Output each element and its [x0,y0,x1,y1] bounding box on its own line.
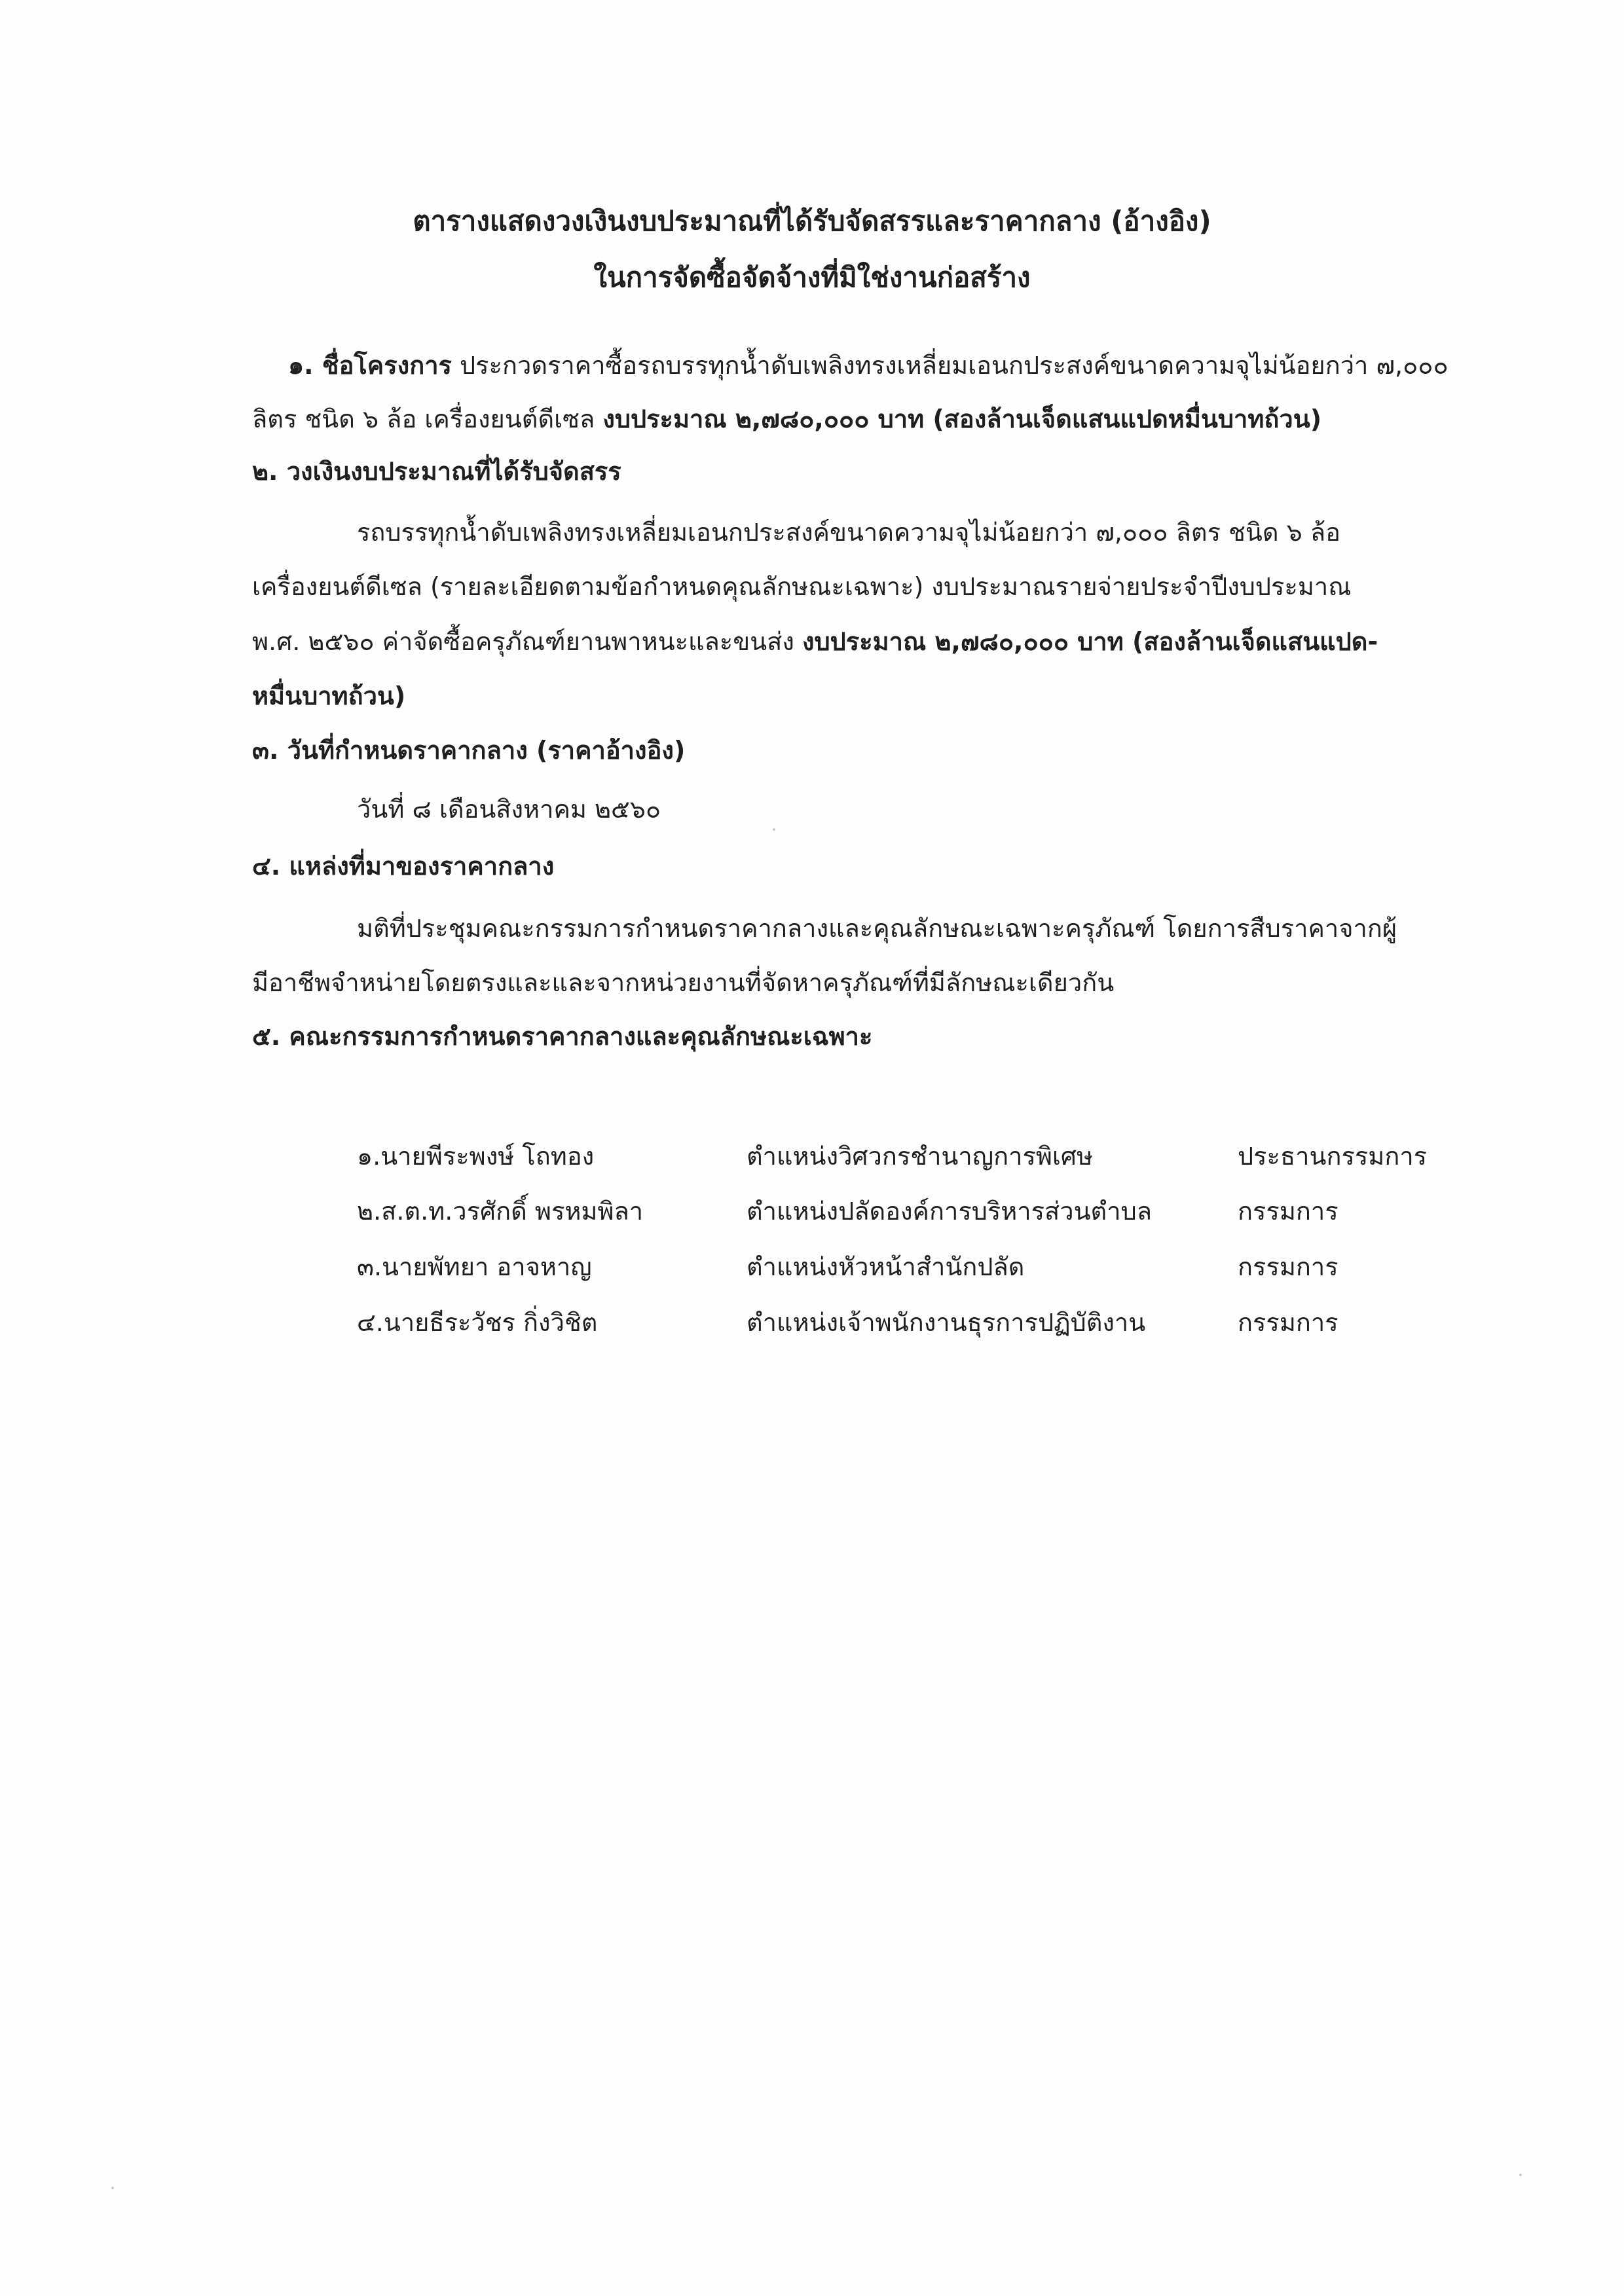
section4-line1: มติที่ประชุมคณะกรรมการกำหนดราคากลางและคุณลักษณะเฉพาะครุภัณฑ์ โดยการสืบราคาจากผู้ [357,914,1397,943]
member-role: กรรมการ [1238,1252,1338,1281]
document-title-line2: ในการจัดซื้อจัดจ้างที่มิใช่งานก่อสร้าง [593,261,1031,293]
section1-heading: ๑. ชื่อโครงการ [288,351,452,380]
member-name: ๓.นายพัทยา อาจหาญ [357,1252,592,1281]
section2-heading: ๒. วงเงินงบประมาณที่ได้รับจัดสรร [252,457,621,486]
section4-line2: มีอาชีพจำหน่ายโดยตรงและและจากหน่วยงานที่จัดหาครุภัณฑ์ที่มีลักษณะเดียวกัน [252,968,1115,997]
member-position: ตำแหน่งปลัดองค์การบริหารส่วนตำบล [747,1197,1152,1226]
section3-heading: ๓. วันที่กำหนดราคากลาง (ราคาอ้างอิง) [252,736,686,765]
section2-line1: รถบรรทุกน้ำดับเพลิงทรงเหลี่ยมเอนกประสงค์ขนาดความจุไม่น้อยกว่า ๗,๐๐๐ ลิตร ชนิด ๖ ล้อ [357,518,1340,547]
section1-line1 [288,347,1449,384]
member-role: กรรมการ [1238,1308,1338,1337]
committee-member [0,1138,1624,1177]
section2-line4: หมื่นบาทถ้วน) [252,682,406,710]
section1-line2 [252,401,1321,437]
member-name: ๒.ส.ต.ท.วรศักดิ์ พรหมพิลา [357,1197,644,1226]
member-name: ๔.นายธีระวัชร กิ่งวิชิต [357,1308,598,1337]
committee-member [0,1193,1624,1232]
member-position: ตำแหน่งเจ้าพนักงานธุรการปฏิบัติงาน [747,1308,1146,1337]
section2-budget-source: พ.ศ. ๒๕๖๐ ค่าจัดซื้อครุภัณฑ์ยานพาหนะและขนส่ง [252,627,794,656]
scan-speck [773,828,775,831]
member-role: กรรมการ [1238,1197,1338,1226]
scan-speck [1519,2174,1522,2176]
member-position: ตำแหน่งหัวหน้าสำนักปลัด [747,1252,1025,1281]
section5-heading: ๕. คณะกรรมการกำหนดราคากลางและคุณลักษณะเฉพาะ [252,1022,873,1051]
scan-speck [111,2187,114,2189]
section4-heading: ๔. แหล่งที่มาของราคากลาง [252,852,555,881]
member-role: ประธานกรรมการ [1238,1142,1428,1171]
section1-budget: งบประมาณ ๒,๗๘๐,๐๐๐ บาท (สองล้านเจ็ดแสนแปดหมื่นบาทถ้วน) [602,405,1322,433]
section2-line2: เครื่องยนต์ดีเซล (รายละเอียดตามข้อกำหนดคุณลักษณะเฉพาะ) งบประมาณรายจ่ายประจำปีงบประมาณ [252,572,1352,601]
section2-line3 [252,623,1378,660]
section2-budget: งบประมาณ ๒,๗๘๐,๐๐๐ บาท (สองล้านเจ็ดแสนแปด- [802,627,1378,656]
section1-project-name: ประกวดราคาซื้อรถบรรทุกน้ำดับเพลิงทรงเหลี่ยมเอนกประสงค์ขนาดความจุไม่น้อยกว่า ๗,๐๐๐ [460,351,1449,380]
document-title-line1: ตารางแสดงวงเงินงบประมาณที่ได้รับจัดสรรและราคากลาง (อ้างอิง) [413,205,1211,237]
committee-member [0,1304,1624,1343]
section1-project-spec: ลิตร ชนิด ๖ ล้อ เครื่องยนต์ดีเซล [252,405,595,433]
member-position: ตำแหน่งวิศวกรชำนาญการพิเศษ [747,1142,1094,1171]
section3-date: วันที่ ๘ เดือนสิงหาคม ๒๕๖๐ [357,795,661,824]
member-name: ๑.นายพีระพงษ์ โถทอง [357,1142,595,1171]
committee-member [0,1248,1624,1288]
